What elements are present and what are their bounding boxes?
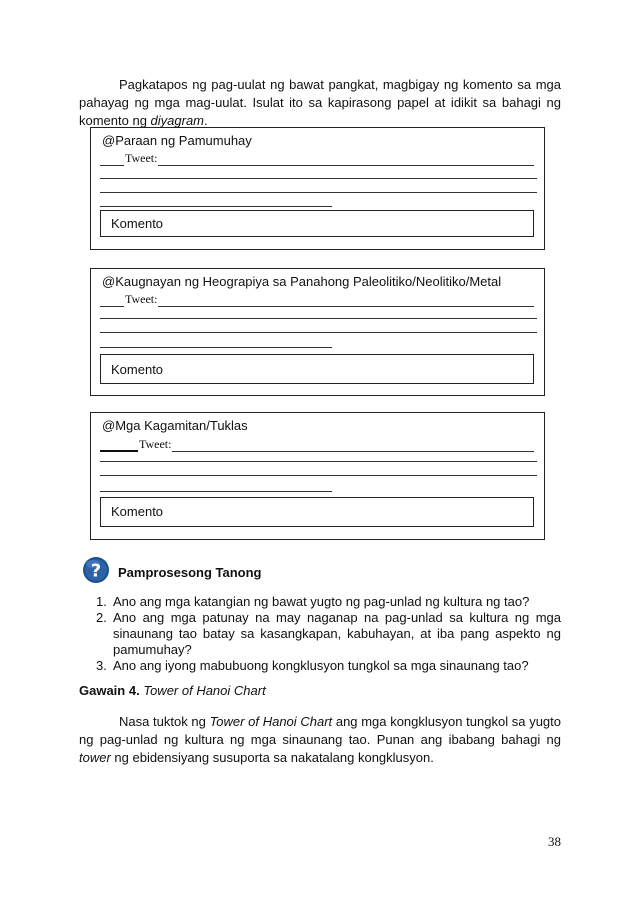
question-list — [96, 594, 561, 674]
list-item: 3. Ano ang iyong mabubuong kongklusyon tungkol sa mga sinaunang tao? — [96, 658, 529, 673]
komento-field[interactable] — [100, 210, 534, 237]
box-heading: @Paraan ng Pamumuhay — [102, 133, 252, 148]
tweet-box-kaugnayan — [90, 268, 545, 396]
box-heading: @Kaugnayan ng Heograpiya sa Panahong Paleolitiko/Neolitiko/Metal — [102, 274, 502, 289]
writing-line[interactable] — [100, 178, 537, 179]
question-mark-icon — [82, 556, 110, 584]
writing-line[interactable] — [100, 318, 537, 319]
section-title: Pamprosesong Tanong — [118, 565, 262, 580]
komento-label: Komento — [111, 504, 164, 519]
writing-line[interactable] — [100, 461, 537, 462]
writing-line[interactable] — [100, 192, 537, 193]
writing-line[interactable] — [100, 206, 332, 207]
tweet-line[interactable] — [100, 151, 534, 166]
writing-line[interactable] — [100, 347, 332, 348]
komento-field[interactable] — [100, 497, 534, 527]
tweet-label: Tweet: — [125, 292, 158, 306]
activity-label: Gawain 4. — [79, 683, 140, 698]
box-heading: @Mga Kagamitan/Tuklas — [102, 418, 248, 433]
svg-text:?: ? — [90, 560, 102, 582]
intro-italic: diyagram — [150, 113, 205, 128]
writing-line[interactable] — [100, 491, 332, 492]
tweet-line[interactable] — [100, 292, 534, 307]
writing-line[interactable] — [100, 475, 537, 476]
komento-field[interactable] — [100, 354, 534, 384]
komento-label: Komento — [111, 362, 164, 377]
komento-label: Komento — [111, 216, 164, 231]
tweet-label: Tweet: — [125, 151, 158, 165]
tweet-label: Tweet: — [139, 437, 172, 451]
tweet-box-kagamitan — [90, 412, 545, 540]
tweet-line[interactable] — [100, 436, 534, 452]
list-item: 2. Ano ang mga patunay na may naganap na pag-unlad sa kultura ng mga sinaunang tao batay sa kasangkapan, kabuhayan, at iba pang aspekto ng pamumuhay? — [96, 610, 561, 657]
page-number: 38 — [548, 834, 561, 849]
intro-paragraph: Pagkatapos ng pag-uulat ng bawat pangkat, magbigay ng komento sa mga pahayag ng mga mag-uulat. Isulat ito sa kapirasong papel at idikit sa bahagi ng komento ng diyagram. — [79, 77, 561, 128]
activity-heading — [79, 683, 266, 698]
writing-line[interactable] — [100, 332, 537, 333]
tweet-box-paraan — [90, 127, 545, 250]
intro-text: Pagkatapos ng pag-uulat ng bawat pangkat, magbigay ng komento sa mga pahayag ng mga mag-uulat. Isulat ito sa kapirasong papel at idikit sa bahagi ng komento ng — [79, 77, 561, 128]
list-item: 1. Ano ang mga katangian ng bawat yugto ng pag-unlad ng kultura ng tao? — [96, 594, 530, 609]
activity-title: Tower of Hanoi Chart — [143, 683, 266, 698]
instructions-paragraph: Nasa tuktok ng Tower of Hanoi Chart ang mga kongklusyon tungkol sa yugto ng pag-unlad ng kultura ng mga sinaunang tao. Punan ang ibabang bahagi ng tower ng ebidensiyang susuporta sa nakatalang kongklusyon. — [79, 714, 561, 765]
